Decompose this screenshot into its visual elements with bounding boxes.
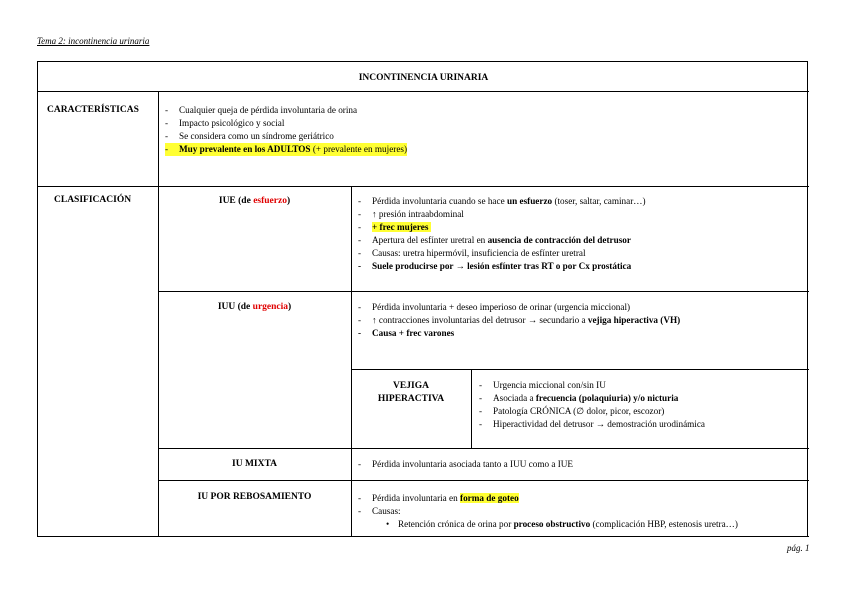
row-divider xyxy=(38,186,809,187)
row-divider xyxy=(38,91,809,92)
iuu-label xyxy=(158,302,351,312)
text: Retención crónica de orina por xyxy=(398,519,514,529)
label-red: esfuerzo xyxy=(253,196,287,206)
list-item: - Hiperactividad del detrusor → demostración urodinámica xyxy=(479,418,705,431)
row-divider xyxy=(158,291,809,292)
classification-table xyxy=(37,61,808,537)
list-item: - Causas: uretra hipermóvil, insuficiencia de esfínter uretral xyxy=(358,247,646,260)
list-item: - Causas: xyxy=(358,505,738,518)
list-item xyxy=(358,518,738,531)
list-item xyxy=(358,221,646,234)
list-item: - Se considera como un síndrome geriátrico xyxy=(165,130,407,143)
page-number: pág. 1 xyxy=(787,543,810,553)
label-red: urgencia xyxy=(252,302,289,312)
list-item: - Urgencia miccional con/sin IU xyxy=(479,379,705,392)
column-divider xyxy=(158,91,159,537)
caracteristicas-label: CARACTERÍSTICAS xyxy=(47,105,139,115)
list-item xyxy=(358,234,646,247)
clasificacion-label: CLASIFICACIÓN xyxy=(54,195,132,205)
bold-text: frecuencia (polaquiuria) y/o nicturia xyxy=(535,393,679,403)
text: (toser, saltar, caminar…) xyxy=(552,196,646,206)
list-item: - Pérdida involuntaria + deseo imperioso de orinar (urgencia miccional) xyxy=(358,301,680,314)
row-divider xyxy=(351,369,809,370)
iue-label xyxy=(158,196,351,206)
highlight-bold: + frec mujeres xyxy=(372,222,431,232)
list-item: - Causa + frec varones xyxy=(358,327,680,340)
mixta-label: IU MIXTA xyxy=(232,459,277,469)
text: Pérdida involuntaria cuando se hace xyxy=(372,196,507,206)
text: (+ prevalente en mujeres) xyxy=(310,144,408,154)
text: IUU (de xyxy=(217,302,253,312)
highlight-bold: Muy prevalente en los ADULTOS xyxy=(179,144,311,154)
row-divider xyxy=(158,480,809,481)
list-item xyxy=(358,314,680,327)
text: Pérdida involuntaria en xyxy=(372,493,461,503)
caracteristicas-list xyxy=(165,104,407,156)
column-divider xyxy=(351,186,352,536)
text: ) xyxy=(288,302,292,312)
iuu-list xyxy=(358,301,680,340)
highlight-bold: forma de goteo xyxy=(460,493,519,503)
bold-text: ausencia de contracción del detrusor xyxy=(487,235,631,245)
list-item: - Cualquier queja de pérdida involuntaria de orina xyxy=(165,104,407,117)
vejiga-label-line1: VEJIGA xyxy=(393,381,429,391)
list-item: - Impacto psicológico y social xyxy=(165,117,407,130)
rebosamiento-label: IU POR REBOSAMIENTO xyxy=(197,492,312,502)
list-item: - ↑ presión intraabdominal xyxy=(358,208,646,221)
vejiga-label xyxy=(351,380,471,406)
bold-text: vejiga hiperactiva (VH) xyxy=(587,315,681,325)
text: ↑ contracciones involuntarias del detrusor → secundario a xyxy=(372,315,588,325)
list-item xyxy=(358,195,646,208)
iue-list xyxy=(358,195,646,273)
text: Apertura del esfínter uretral en xyxy=(372,235,488,245)
list-item xyxy=(358,492,738,505)
row-divider xyxy=(38,536,809,537)
list-item xyxy=(479,392,705,405)
row-divider xyxy=(158,448,809,449)
column-divider xyxy=(471,369,472,448)
rebosamiento-list xyxy=(358,492,738,531)
bold-text: proceso obstructivo xyxy=(513,519,591,529)
list-item: - Pérdida involuntaria asociada tanto a IUU como a IUE xyxy=(358,458,573,471)
text: ) xyxy=(286,196,291,206)
list-item: - Patología CRÓNICA (∅ dolor, picor, escozor) xyxy=(479,405,705,418)
document-header: Tema 2: incontinencia urinaria xyxy=(37,36,150,46)
table-title: INCONTINENCIA URINARIA xyxy=(358,73,489,83)
vejiga-label-line2: HIPERACTIVA xyxy=(377,394,445,404)
text: Asociada a xyxy=(493,393,536,403)
bold-text: un esfuerzo xyxy=(506,196,553,206)
text: IUE (de xyxy=(218,196,254,206)
list-item xyxy=(165,143,407,156)
text: (complicación HBP, estenosis uretra…) xyxy=(590,519,738,529)
vejiga-list xyxy=(479,379,705,431)
mixta-list xyxy=(358,458,573,471)
list-item: - Suele producirse por → lesión esfínter tras RT o por Cx prostática xyxy=(358,260,646,273)
